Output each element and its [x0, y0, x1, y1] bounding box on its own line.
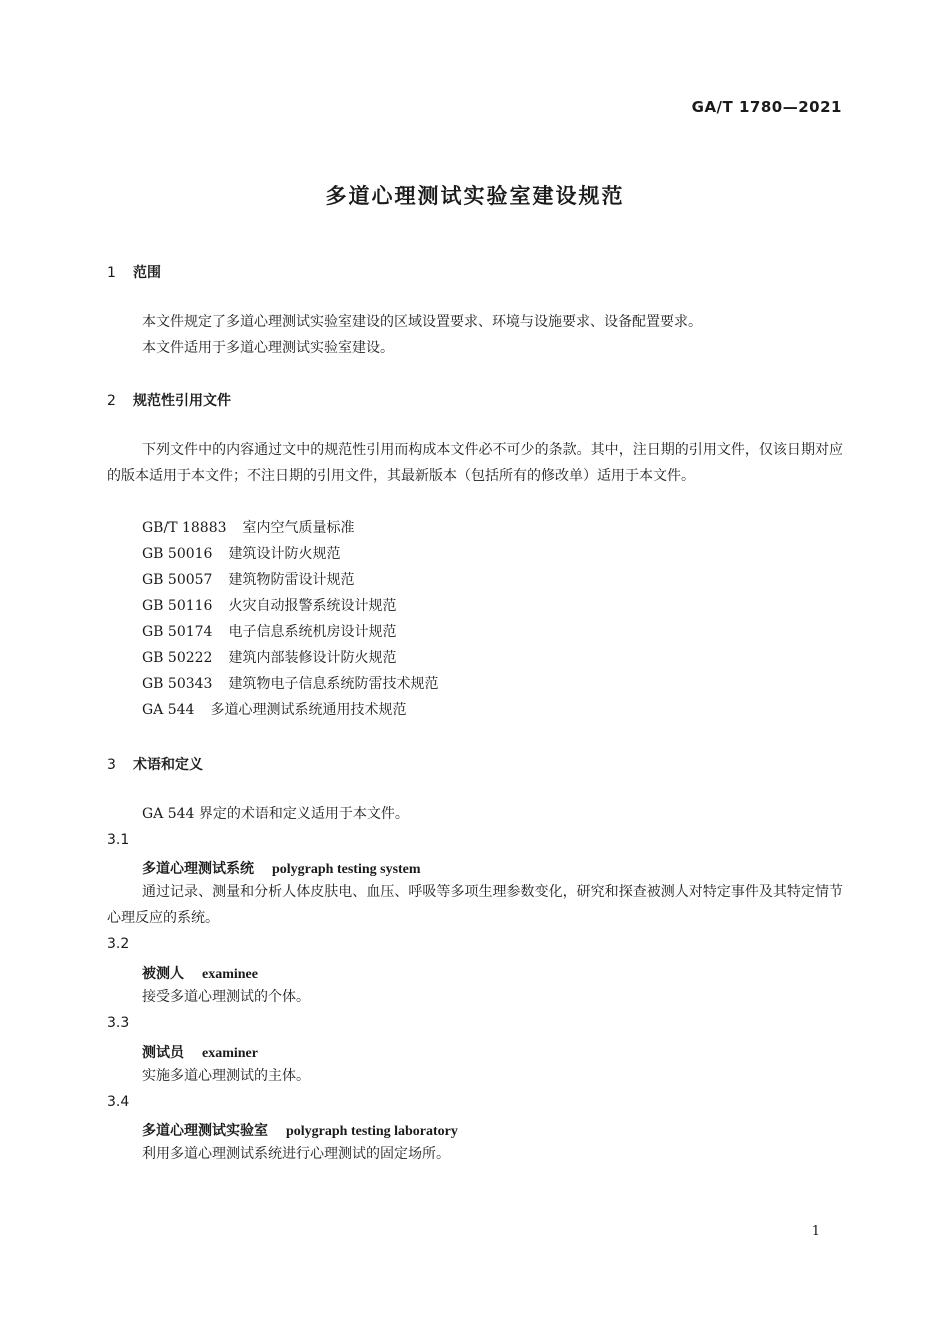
reference-code: GB 50057 — [142, 572, 213, 588]
term-definition: 实施多道心理测试的主体。 — [142, 1068, 310, 1084]
reference-name: 室内空气质量标准 — [242, 520, 355, 536]
section-title: 术语和定义 — [133, 757, 203, 773]
document-id: GA/T 1780—2021 — [691, 98, 842, 116]
term-definition: 利用多道心理测试系统进行心理测试的固定场所。 — [142, 1146, 450, 1162]
section-3-heading — [107, 754, 203, 774]
term-heading — [142, 858, 421, 878]
section-number: 2 — [107, 393, 116, 409]
reference-item — [142, 593, 396, 619]
reference-name: 建筑内部装修设计防火规范 — [228, 650, 397, 666]
term-number: 3.1 — [107, 832, 130, 848]
section-number: 1 — [107, 265, 116, 281]
reference-code: GB/T 18883 — [142, 520, 227, 536]
reference-name: 多道心理测试系统通用技术规范 — [210, 702, 407, 718]
page-title: 多道心理测试实验室建设规范 — [325, 184, 625, 208]
reference-code: GB 50016 — [142, 546, 213, 562]
term-number: 3.2 — [107, 936, 130, 952]
reference-item — [142, 645, 396, 671]
reference-item — [142, 619, 396, 645]
page-number: 1 — [811, 1224, 820, 1239]
section-number: 3 — [107, 757, 116, 773]
reference-code: GB 50343 — [142, 676, 213, 692]
reference-name: 建筑物防雷设计规范 — [228, 572, 355, 588]
term-en: polygraph testing system — [272, 862, 421, 877]
section-title: 规范性引用文件 — [133, 393, 231, 409]
reference-item — [142, 697, 406, 723]
terms-intro: GA 544 界定的术语和定义适用于本文件。 — [142, 806, 409, 822]
reference-code: GB 50116 — [142, 598, 213, 614]
term-definition: 接受多道心理测试的个体。 — [142, 989, 310, 1005]
term-number: 3.4 — [107, 1094, 130, 1110]
reference-item — [142, 541, 340, 567]
term-en: examiner — [202, 1046, 258, 1061]
term-definition: 通过记录、测量和分析人体皮肤电、血压、呼吸等多项生理参数变化，研究和探查被测人对特定事件及其特定情节心理反应的系统。 — [107, 884, 843, 926]
normative-references-intro: 下列文件中的内容通过文中的规范性引用而构成本文件必不可少的条款。其中，注日期的引用文件，仅该日期对应的版本适用于本文件；不注日期的引用文件，其最新版本（包括所有的修改单）适用于本文件。 — [107, 442, 843, 484]
term-heading — [142, 963, 258, 983]
scope-paragraph-2: 本文件适用于多道心理测试实验室建设。 — [142, 340, 394, 356]
reference-name: 建筑设计防火规范 — [228, 546, 341, 562]
term-heading — [142, 1120, 458, 1140]
reference-name: 电子信息系统机房设计规范 — [228, 624, 397, 640]
reference-code: GB 50222 — [142, 650, 213, 666]
reference-code: GA 544 — [142, 702, 195, 718]
reference-code: GB 50174 — [142, 624, 213, 640]
term-heading — [142, 1042, 258, 1062]
term-en: examinee — [202, 967, 258, 982]
reference-item — [142, 567, 354, 593]
term-number: 3.3 — [107, 1015, 130, 1031]
term-en: polygraph testing laboratory — [286, 1124, 458, 1139]
section-1-heading — [107, 262, 161, 282]
term-zh: 被测人 — [142, 966, 184, 982]
reference-name: 建筑物电子信息系统防雷技术规范 — [228, 676, 439, 692]
term-zh: 多道心理测试系统 — [142, 861, 254, 877]
term-zh: 测试员 — [142, 1045, 184, 1061]
section-2-heading — [107, 390, 231, 410]
term-zh: 多道心理测试实验室 — [142, 1123, 268, 1139]
section-title: 范围 — [133, 265, 161, 281]
reference-item — [142, 671, 438, 697]
reference-item — [142, 515, 355, 541]
scope-paragraph-1: 本文件规定了多道心理测试实验室建设的区域设置要求、环境与设施要求、设备配置要求。 — [142, 314, 702, 330]
reference-name: 火灾自动报警系统设计规范 — [228, 598, 397, 614]
